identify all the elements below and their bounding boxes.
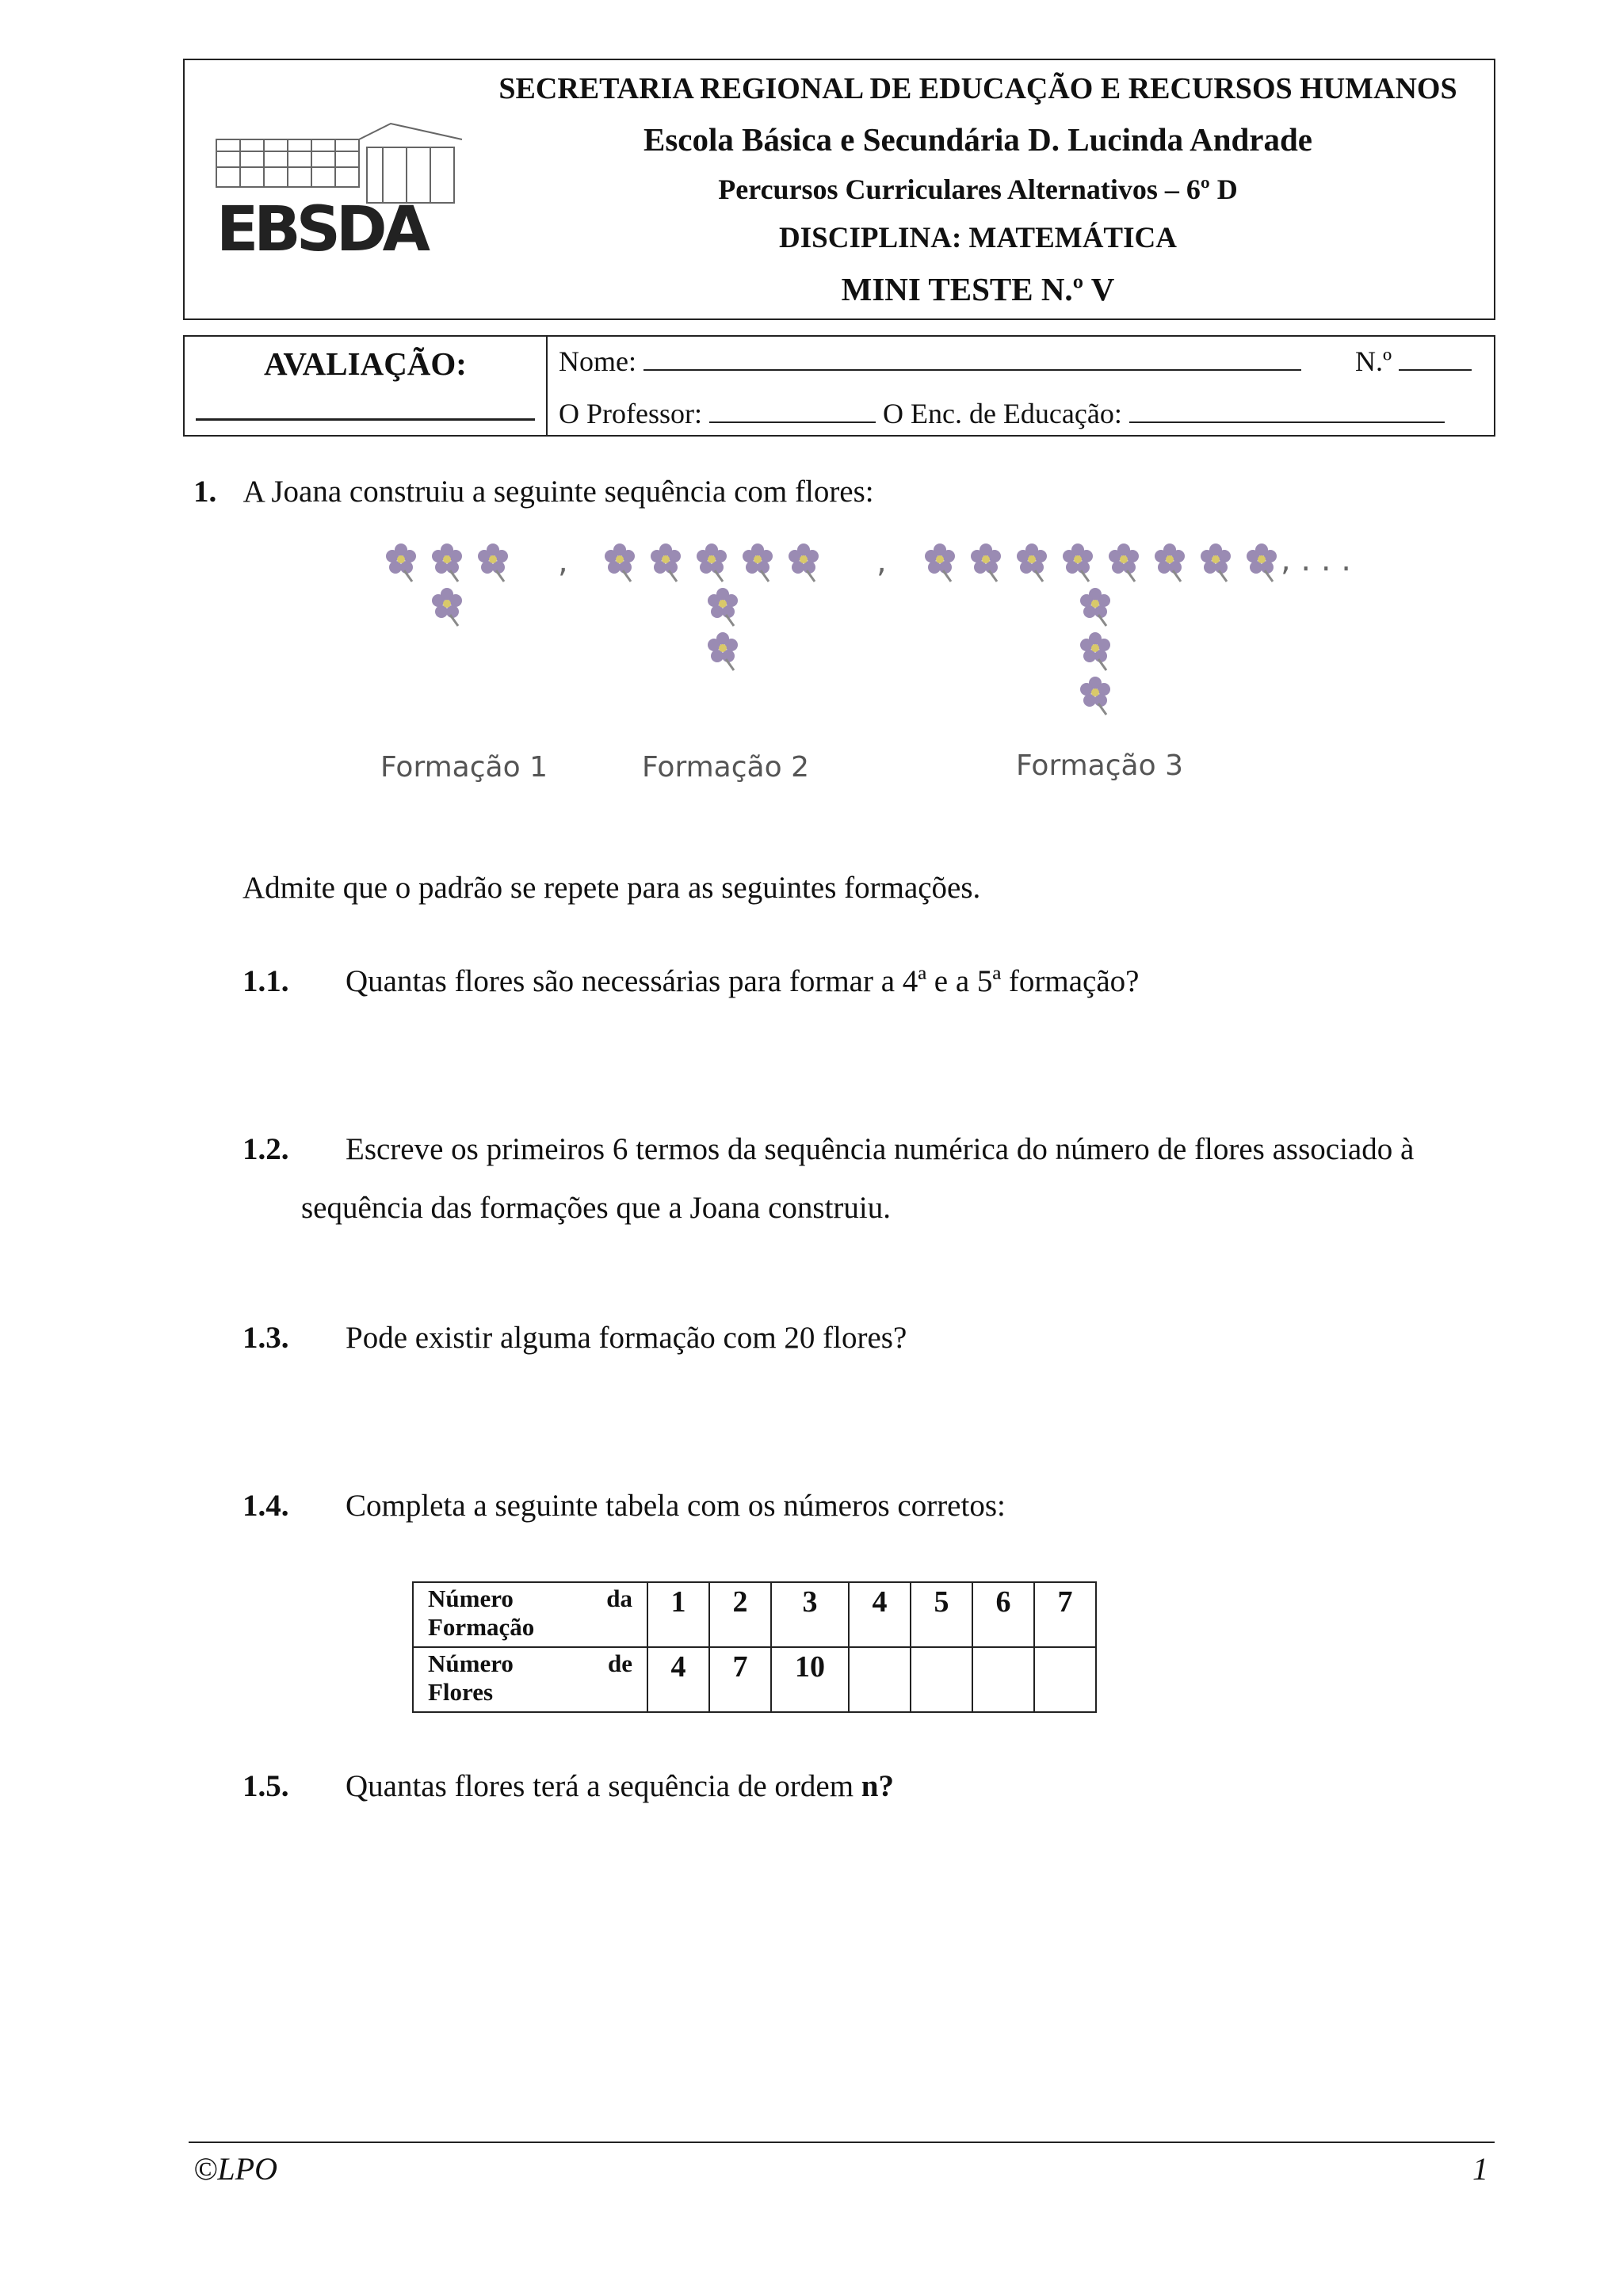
name-field[interactable]	[643, 345, 1301, 371]
separator-2: ,	[876, 543, 887, 580]
question-1-5-number: 1.5.	[242, 1769, 289, 1803]
teacher-label: O Professor:	[559, 398, 702, 429]
question-1-4-number: 1.4.	[242, 1489, 289, 1523]
formation-1-label: Formação 1	[380, 751, 548, 784]
teacher-signature-field[interactable]	[709, 398, 876, 423]
formation-cell: 7	[1034, 1582, 1096, 1647]
evaluation-title: AVALIAÇÃO:	[264, 345, 467, 382]
page-number: 1	[1472, 2151, 1488, 2187]
flowers-cell: 4	[647, 1647, 709, 1712]
question-1-2-text: Escreve os primeiros 6 termos da sequência numérica do número de flores associado à	[346, 1132, 1415, 1166]
sequence-table	[412, 1581, 1097, 1713]
table-row-flowers	[413, 1647, 1096, 1712]
student-info	[548, 337, 1494, 435]
guardian-signature-field[interactable]	[1129, 398, 1445, 423]
course-line: Percursos Curriculares Alternativos – 6º D	[718, 174, 1238, 205]
number-label: N.º	[1354, 345, 1392, 377]
school-name: Escola Básica e Secundária D. Lucinda Andrade	[643, 121, 1313, 158]
evaluation-grade-line[interactable]	[196, 418, 535, 421]
question-1-1	[242, 963, 1139, 999]
pattern-statement: Admite que o padrão se repete para as seguintes formações.	[242, 871, 981, 905]
logo-lettering: EBSDA	[216, 194, 426, 265]
flowers-cell: 7	[709, 1647, 771, 1712]
question-1-5-variable: n?	[861, 1769, 894, 1803]
question-1-4	[242, 1488, 1006, 1524]
formation-header: Número da Formação	[413, 1582, 647, 1647]
test-title: MINI TESTE N.º V	[841, 271, 1115, 307]
question-1-3-text: Pode existir alguma formação com 20 flores?	[346, 1321, 907, 1355]
question-1-2-continuation: sequência das formações que a Joana construiu.	[301, 1191, 891, 1225]
formation-cell: 6	[972, 1582, 1034, 1647]
evaluation-cell	[185, 337, 548, 435]
formation-2-label: Formação 2	[642, 751, 809, 784]
flowers-answer-cell[interactable]	[972, 1647, 1034, 1712]
formation-3-label: Formação 3	[1016, 749, 1183, 782]
question-1-1-number: 1.1.	[242, 964, 289, 998]
evaluation-box	[183, 335, 1495, 437]
flowers-answer-cell[interactable]	[849, 1647, 911, 1712]
sequence-ellipsis: , . . .	[1281, 542, 1352, 578]
question-1-3-number: 1.3.	[242, 1321, 289, 1355]
question-number: 1.	[193, 475, 217, 509]
footer-copyright: ©LPO	[193, 2151, 277, 2187]
formation-2-flowers	[605, 543, 819, 670]
formation-cell: 5	[911, 1582, 972, 1647]
question-1-1-text: Quantas flores são necessárias para formar a 4ª e a 5ª formação?	[346, 964, 1140, 998]
formation-cell: 1	[647, 1582, 709, 1647]
flowers-answer-cell[interactable]	[1034, 1647, 1096, 1712]
school-logo	[200, 116, 470, 274]
formation-cell: 4	[849, 1582, 911, 1647]
question-1-3	[242, 1320, 907, 1356]
subject-line: DISCIPLINA: MATEMÁTICA	[779, 222, 1177, 254]
table-row-formation	[413, 1582, 1096, 1647]
question-1-2	[242, 1131, 1414, 1167]
question-1-4-text: Completa a seguinte tabela com os números corretos:	[346, 1489, 1006, 1523]
formation-cell: 2	[709, 1582, 771, 1647]
formation-3-flowers	[925, 543, 1277, 715]
name-label: Nome:	[559, 345, 636, 377]
formation-1-flowers	[386, 543, 508, 626]
formation-cell: 3	[771, 1582, 849, 1647]
question-text: A Joana construiu a seguinte sequência com flores:	[242, 475, 874, 509]
question-1-5-text: Quantas flores terá a sequência de ordem	[346, 1769, 854, 1803]
header-line-1: SECRETARIA REGIONAL DE EDUCAÇÃO E RECURSOS HUMANOS	[498, 72, 1457, 105]
question-1-2-number: 1.2.	[242, 1132, 289, 1166]
question-1	[193, 474, 874, 509]
school-header	[183, 59, 1495, 320]
footer-rule	[189, 2142, 1495, 2143]
flowers-answer-cell[interactable]	[911, 1647, 972, 1712]
number-field[interactable]	[1399, 345, 1472, 371]
question-1-5	[242, 1768, 894, 1804]
separator-1: ,	[558, 543, 568, 580]
guardian-label: O Enc. de Educação:	[882, 398, 1122, 429]
flowers-header: Número de Flores	[413, 1647, 647, 1712]
flowers-cell: 10	[771, 1647, 849, 1712]
